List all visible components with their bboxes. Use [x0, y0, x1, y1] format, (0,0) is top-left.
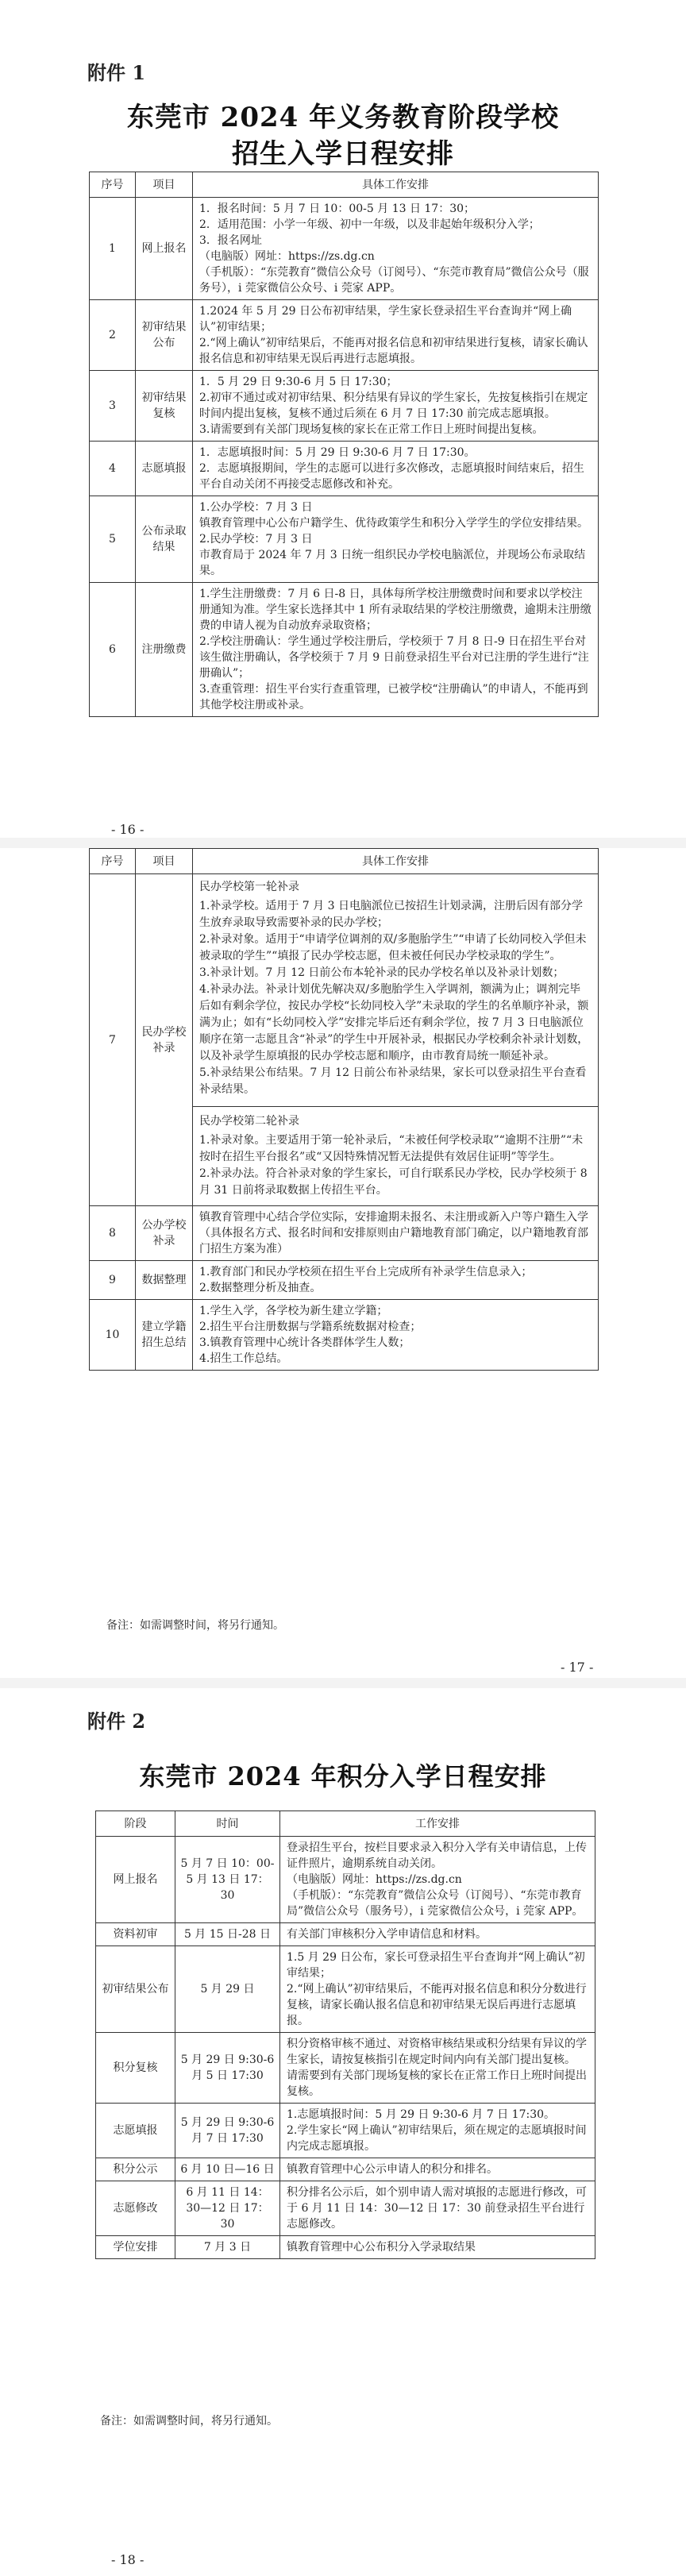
- header-work: 工作安排: [280, 1811, 595, 1837]
- table-row: [90, 1206, 599, 1261]
- attachment-label: 附件 2: [87, 1710, 146, 1733]
- detail-line: （电脑版）网址：https://zs.dg.cn: [199, 250, 375, 263]
- table-header-row: [90, 849, 599, 874]
- row-stage: 学位安排: [96, 2236, 175, 2259]
- detail-line: 1．5 月 29 日 9:30-6 月 5 日 17:30；: [199, 376, 398, 388]
- row-stage: 积分公示: [96, 2158, 175, 2181]
- detail-line: 登录招生平台，按栏目要求录入积分入学有关申请信息，上传证件照片，逾期系统自动关闭。: [287, 1841, 587, 1870]
- detail-line: （手机版）：“东莞教育”微信公众号（订阅号）、“东莞市教育局”微信公众号（服务号），i 莞家微信公众号、i 莞家 APP。: [199, 266, 589, 295]
- page-18: [0, 1688, 686, 2576]
- row-time: 5 月 7 日 10：00-5 月 13 日 17：30: [175, 1837, 280, 1923]
- header-stage: 阶段: [96, 1811, 175, 1837]
- row-no: 6: [90, 583, 136, 717]
- detail-line: 1．报名时间：5 月 7 日 10：00-5 月 13 日 17：30；: [199, 202, 476, 215]
- page-number: - 18 -: [111, 2552, 145, 2567]
- row-stage: 志愿修改: [96, 2181, 175, 2236]
- table-header-row: [90, 172, 599, 198]
- row-stage: 初审结果公布: [96, 1946, 175, 2033]
- round2-title: 民办学校第二轮补录: [199, 1115, 299, 1128]
- row-stage: 资料初审: [96, 1923, 175, 1946]
- row-no: 2: [90, 300, 136, 371]
- row-time: 6 月 10 日—16 日: [175, 2158, 280, 2181]
- note: 备注：如需调整时间，将另行通知。: [100, 2415, 278, 2428]
- detail-line: 1.教育部门和民办学校须在招生平台上完成所有补录学生信息录入；: [199, 1266, 533, 1278]
- row-stage: 积分复核: [96, 2033, 175, 2104]
- detail-line: 5.补录结果公布结果。7 月 12 日前公布补录结果，家长可以登录招生平台查看补录结果。: [199, 1066, 587, 1096]
- detail-line: 2．适用范围：小学一年级、初中一年级，以及非起始年级积分入学；: [199, 218, 540, 231]
- detail-line: 2.“网上确认”初审结果后，不能再对报名信息和积分分数进行复核，请家长确认报名信息和初审结果无误后再进行志愿填报。: [287, 1983, 587, 2027]
- row-no: 9: [90, 1261, 136, 1300]
- schedule-table-2: [89, 848, 599, 1371]
- table-row: [90, 371, 599, 442]
- detail-line: 2.“网上确认”初审结果后，不能再对报名信息和初审结果进行复核，请家长确认报名信息和初审结果无误后再进行志愿填报。: [199, 337, 588, 365]
- row-no: 5: [90, 496, 136, 583]
- row-item: 公布录取结果: [136, 496, 193, 583]
- detail-line: 2.招生平台注册数据与学籍系统数据对检查；: [199, 1321, 422, 1333]
- detail-line: 2.学生家长“网上确认”初审结果后，须在规定的志愿填报时间内完成志愿填报。: [287, 2124, 587, 2153]
- detail-line: 镇教育管理中心公示申请人的积分和排名。: [287, 2163, 498, 2176]
- detail-line: 市教育局于 2024 年 7 月 3 日统一组织民办学校电脑派位，并现场公布录取结果。: [199, 549, 586, 577]
- detail-line: 1.公办学校：7 月 3 日: [199, 501, 313, 514]
- detail-line: 2.补录对象。适用于“申请学位调剂的双/多胞胎学生”“申请了长幼同校入学但未被录取的学生”“填报了民办学校志愿，但未被任何民办学校录取的学生”。: [199, 933, 587, 962]
- row-detail: [193, 371, 599, 442]
- table-row: [90, 442, 599, 496]
- table-row: [96, 2033, 595, 2104]
- row-item: 初审结果公布: [136, 300, 193, 371]
- table-row: [90, 300, 599, 371]
- row-item: 网上报名: [136, 198, 193, 300]
- page-title: 东莞市 2024 年积分入学日程安排: [139, 1761, 547, 1791]
- row-detail: [193, 1206, 599, 1261]
- header-detail: 具体工作安排: [193, 849, 599, 874]
- row-detail: [280, 1837, 595, 1923]
- detail-line: 1.学生入学，各学校为新生建立学籍；: [199, 1305, 388, 1317]
- page-title-line1: 东莞市 2024 年义务教育阶段学校: [126, 102, 560, 133]
- row-item: 注册缴费: [136, 583, 193, 717]
- row-detail: [280, 2033, 595, 2104]
- row-detail: [193, 198, 599, 300]
- table-header-row: [96, 1811, 595, 1837]
- header-detail: 具体工作安排: [193, 172, 599, 198]
- detail-line: 1.志愿填报时间：5 月 29 日 9:30-6 月 7 日 17:30。: [287, 2108, 556, 2121]
- row-detail: [280, 2158, 595, 2181]
- detail-line: 积分排名公示后，如个别申请人需对填报的志愿进行修改，可于 6 月 11 日 14：30—12 日 17：30 前登录招生平台进行志愿修改。: [287, 2186, 587, 2231]
- points-schedule-table: [95, 1811, 595, 2259]
- row-detail: [193, 583, 599, 717]
- detail-line: 2.学校注册确认：学生通过学校注册后，学校须于 7 月 8 日-9 日在招生平台对该生做注册确认，各学校须于 7 月 9 日前登录招生平台对已注册的学生进行“注册确认”；: [199, 635, 589, 680]
- row-detail: [280, 2236, 595, 2259]
- table-row: [96, 1923, 595, 1946]
- row-detail: [193, 300, 599, 371]
- row-time: 5 月 29 日 9:30-6 月 7 日 17:30: [175, 2104, 280, 2158]
- page-number: - 17 -: [561, 1660, 594, 1675]
- detail-line: 4.招生工作总结。: [199, 1352, 288, 1365]
- attachment-label: 附件 1: [87, 61, 146, 84]
- detail-line: 3.补录计划。7 月 12 日前公布本轮补录的民办学校名单以及补录计划数；: [199, 966, 565, 979]
- detail-line: 镇教育管理中心公布积分入学录取结果: [287, 2241, 476, 2254]
- table-row: [90, 198, 599, 300]
- header-no: 序号: [90, 849, 136, 874]
- header-item: 项目: [136, 172, 193, 198]
- detail-line: 1.学生注册缴费：7 月 6 日-8 日，具体每所学校注册缴费时间和要求以学校注册通知为准。学生家长选择其中 1 所有录取结果的学校注册缴费，逾期未注册缴费的申请人视为自动放弃录取资格；: [199, 588, 592, 632]
- detail-line: 2.补录办法。符合补录对象的学生家长，可自行联系民办学校，民办学校须于 8 月 31 日前将录取数据上传招生平台。: [199, 1167, 588, 1197]
- header-time: 时间: [175, 1811, 280, 1837]
- detail-line: 请需要到有关部门现场复核的家长在正常工作日上班时间提出复核。: [287, 2069, 587, 2098]
- page-16: [0, 0, 686, 838]
- row-item: 数据整理: [136, 1261, 193, 1300]
- row-time: 5 月 29 日 9:30-6 月 5 日 17:30: [175, 2033, 280, 2104]
- detail-line: 镇教育管理中心结合学位实际，安排逾期未报名、未注册或新入户等户籍生入学（具体报名方式、报名时间和安排原则由户籍地教育部门确定，以户籍地教育部门招生方案为准）: [199, 1211, 588, 1255]
- table-row: [96, 1946, 595, 2033]
- row-no: 3: [90, 371, 136, 442]
- table-row: [96, 2236, 595, 2259]
- page-title-line2: 招生入学日程安排: [232, 138, 454, 170]
- table-row: [90, 1261, 599, 1300]
- row-detail: [280, 2104, 595, 2158]
- row-no: 7: [90, 874, 136, 1206]
- page-number: - 16 -: [111, 822, 145, 837]
- supplement-round-2: [193, 1107, 598, 1205]
- note: 备注：如需调整时间，将另行通知。: [106, 1619, 284, 1632]
- table-row: [96, 1837, 595, 1923]
- detail-line: 积分资格审核不通过、对资格审核结果或积分结果有异议的学生家长，请按复核指引在规定时间内向有关部门提出复核。: [287, 2038, 587, 2066]
- row-stage: 志愿填报: [96, 2104, 175, 2158]
- header-item: 项目: [136, 849, 193, 874]
- supplement-round-1: [193, 874, 598, 1107]
- row-detail: [193, 1300, 599, 1371]
- detail-line: 1.补录学校。适用于 7 月 3 日电脑派位已按招生计划录满，注册后因有部分学生放弃录取导致需要补录的民办学校；: [199, 900, 583, 929]
- detail-line: （手机版）：“东莞教育”微信公众号（订阅号）、“东莞市教育局”微信公众号（服务号），i 莞家微信公众号，i 莞家 APP。: [287, 1889, 584, 1918]
- row-no: 10: [90, 1300, 136, 1371]
- detail-line: 3.查重管理：招生平台实行查重管理，已被学校“注册确认”的申请人，不能再到其他学校注册或补录。: [199, 683, 588, 711]
- row-detail: [193, 496, 599, 583]
- detail-line: 1.2024 年 5 月 29 日公布初审结果，学生家长登录招生平台查询并“网上确认”初审结果；: [199, 305, 572, 334]
- table-row: [90, 583, 599, 717]
- row-detail: [193, 442, 599, 496]
- detail-line: 1.5 月 29 日公布，家长可登录招生平台查询并“网上确认”初审结果；: [287, 1951, 585, 1980]
- row-no: 8: [90, 1206, 136, 1261]
- round1-title: 民办学校第一轮补录: [199, 881, 299, 893]
- page-17: [0, 848, 686, 1678]
- detail-line: 2．志愿填报期间，学生的志愿可以进行多次修改，志愿填报时间结束后，招生平台自动关闭不再接受志愿修改和补充。: [199, 462, 584, 491]
- detail-line: 1.补录对象。主要适用于第一轮补录后，“未被任何学校录取”“逾期不注册”“未按时在招生平台报名”或“又因特殊情况暂无法提供有效居住证明”等学生。: [199, 1134, 584, 1163]
- detail-line: 3．报名网址: [199, 234, 262, 247]
- row-item: 公办学校补录: [136, 1206, 193, 1261]
- row-item: 建立学籍招生总结: [136, 1300, 193, 1371]
- row-stage: 网上报名: [96, 1837, 175, 1923]
- detail-line: 2.初审不通过或对初审结果、积分结果有异议的学生家长，先按复核指引在规定时间内提出复核，复核不通过后须在 6 月 7 日 17:30 前完成志愿填报。: [199, 391, 588, 420]
- table-row: [90, 1300, 599, 1371]
- detail-line: 4.补录办法。补录计划优先解决双/多胞胎学生入学调剂，额满为止；调剂完毕后如有剩余学位，按民办学校“长幼同校入学”未录取的学生的名单顺序补录，额满为止；如有“长幼同校入学”安排完毕后还有剩余学位，按 7 月 3 日电脑派位顺序在第一志愿且含“补录”的学生中开展补录，根据民办学校剩余补录计划数，以及补录学生原填报的民办学校志愿和顺序，由市教育局统一顺延补录。: [199, 983, 589, 1062]
- row-no: 1: [90, 198, 136, 300]
- table-row: [96, 2181, 595, 2236]
- row-time: 6 月 11 日 14：30—12 日 17：30: [175, 2181, 280, 2236]
- table-row: [96, 2158, 595, 2181]
- table-row: [90, 496, 599, 583]
- detail-line: 有关部门审核积分入学申请信息和材料。: [287, 1928, 487, 1941]
- detail-line: 2.民办学校：7 月 3 日: [199, 533, 313, 546]
- detail-line: 镇教育管理中心公布户籍学生、优待政策学生和积分入学学生的学位安排结果。: [199, 517, 588, 530]
- detail-line: 3.镇教育管理中心统计各类群体学生人数；: [199, 1336, 410, 1349]
- schedule-table-1: [89, 172, 599, 717]
- row-time: 5 月 29 日: [175, 1946, 280, 2033]
- row-no: 4: [90, 442, 136, 496]
- detail-line: 3.请需要到有关部门现场复核的家长在正常工作日上班时间提出复核。: [199, 423, 544, 436]
- row-detail: [280, 1923, 595, 1946]
- detail-line: （电脑版）网址：https://zs.dg.cn: [287, 1873, 462, 1886]
- row-time: 7 月 3 日: [175, 2236, 280, 2259]
- row-item: 民办学校补录: [136, 874, 193, 1206]
- row-detail: [193, 1261, 599, 1300]
- row-detail: [280, 1946, 595, 2033]
- detail-line: 1．志愿填报时间：5 月 29 日 9:30-6 月 7 日 17:30。: [199, 446, 476, 459]
- table-row: [96, 2104, 595, 2158]
- header-no: 序号: [90, 172, 136, 198]
- row-detail: [280, 2181, 595, 2236]
- row-time: 5 月 15 日-28 日: [175, 1923, 280, 1946]
- detail-line: 2.数据整理分析及抽查。: [199, 1282, 322, 1294]
- row-item: 初审结果复核: [136, 371, 193, 442]
- table-row-7: [90, 874, 599, 1206]
- row-item: 志愿填报: [136, 442, 193, 496]
